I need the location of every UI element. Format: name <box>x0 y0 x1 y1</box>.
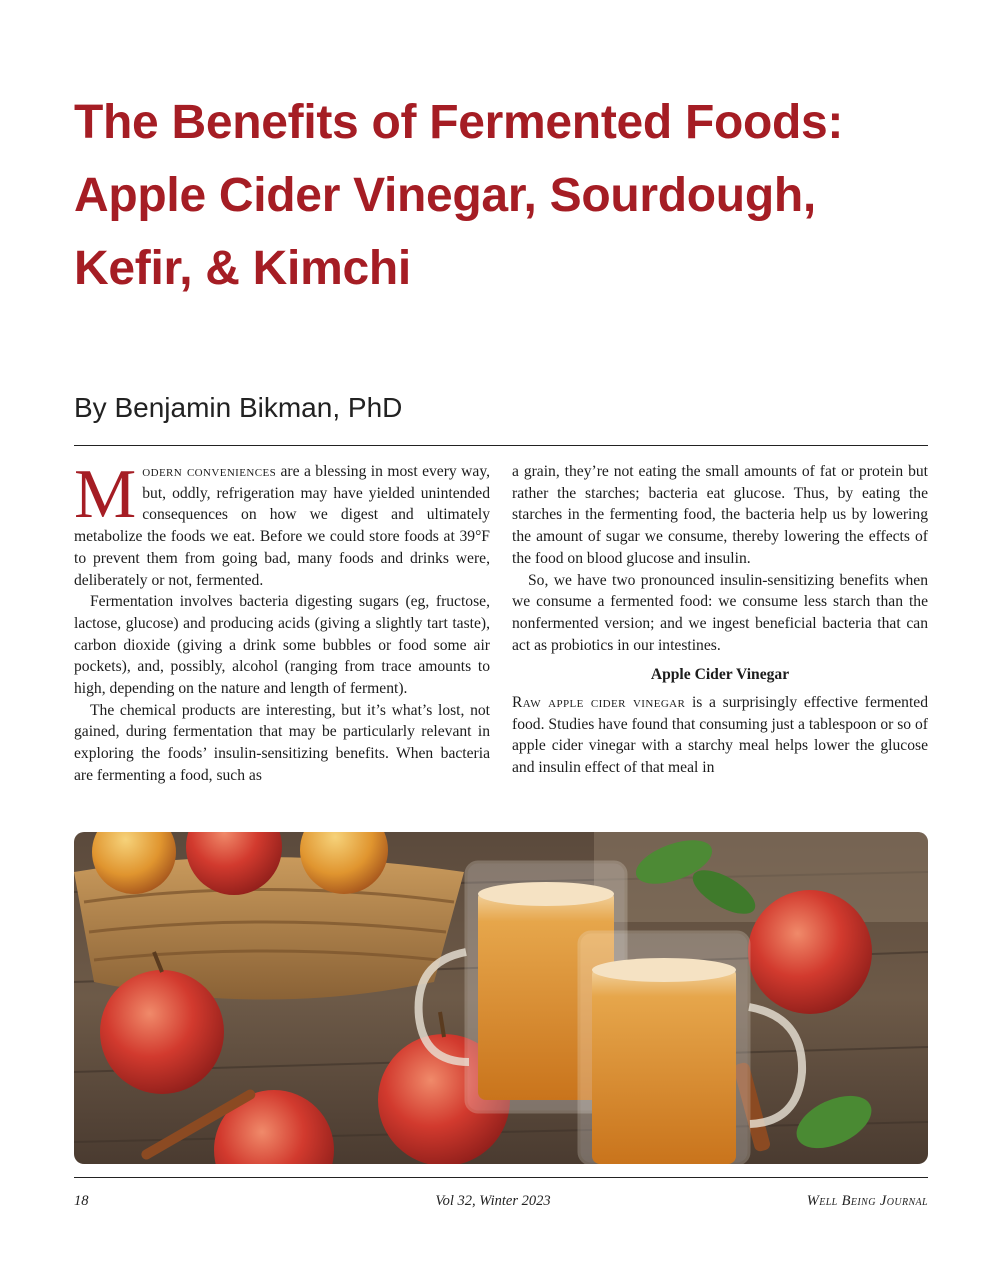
issue-info: Vol 32, Winter 2023 <box>435 1193 551 1209</box>
journal-name: Well Being Journal <box>806 1193 928 1209</box>
paragraph-intro <box>74 456 490 591</box>
article-title <box>74 86 944 305</box>
page-number: 18 <box>74 1193 89 1209</box>
title-line-2: Apple Cider Vinegar, Sourdough, <box>74 169 816 222</box>
paragraph-intro-text: are a blessing in most every way, but, oddly, refrigeration may have yielded unintended consequences on how we digest and ultimately metabolize the foods we eat. Before we could store foods at 39°F to prevent them from going bad, many foods and drinks were, deliberately or not, fermented. <box>74 463 490 589</box>
lead-in-smallcaps: odern conveniences <box>142 463 277 480</box>
paragraph-acv-text: is a surprisingly effective fermented food. Studies have found that consuming just a tablespoon or so of apple cider vinegar with a starchy meal helps lower the glucose and insulin effect of that meal in <box>512 694 928 777</box>
paragraph-benefits: So, we have two pronounced insulin-sensitizing benefits when we consume a fermented food: we consume less starch than the nonfermented version; and we ingest beneficial bacteria that can act as probiotics in our intestines. <box>512 571 928 654</box>
drop-cap: M <box>74 456 137 533</box>
acv-lead-smallcaps: Raw apple cider vinegar <box>512 694 686 712</box>
section-heading-apple-cider-vinegar: Apple Cider Vinegar <box>650 666 790 684</box>
byline: By Benjamin Bikman, PhD <box>74 392 403 423</box>
right-column <box>512 461 928 779</box>
apple-cider-photo <box>74 832 928 1164</box>
title-line-3: Kefir, & Kimchi <box>74 242 411 295</box>
header-divider <box>74 445 928 446</box>
paragraph-fermentation: Fermentation involves bacteria digesting sugars (eg, fructose, lactose, glucose) and producing acids (giving a slightly tart taste), carbon dioxide (giving a drink some bubbles or food some air pockets), and, possibly, alcohol (ranging from trace amounts to high, depending on the nature and length of ferment). <box>74 593 490 698</box>
paragraph-chemical-products: The chemical products are interesting, but it’s what’s lost, not gained, during fermentation that may be particularly relevant in exploring the foods’ insulin-sensitizing benefits. When bacteria are fermenting a food, such as <box>74 701 490 784</box>
paragraph-grain: a grain, they’re not eating the small amounts of fat or protein but rather the starches; bacteria eat glucose. Thus, by eating the starches in the fermenting food, the bacteria help us by lowering the amount of sugar we consume, thereby lowering the effects of the food on blood glucose and insulin. <box>512 463 928 567</box>
footer-divider <box>74 1177 928 1178</box>
left-column <box>74 456 490 787</box>
title-line-1: The Benefits of Fermented Foods: <box>74 96 844 149</box>
paragraph-acv <box>512 692 928 779</box>
